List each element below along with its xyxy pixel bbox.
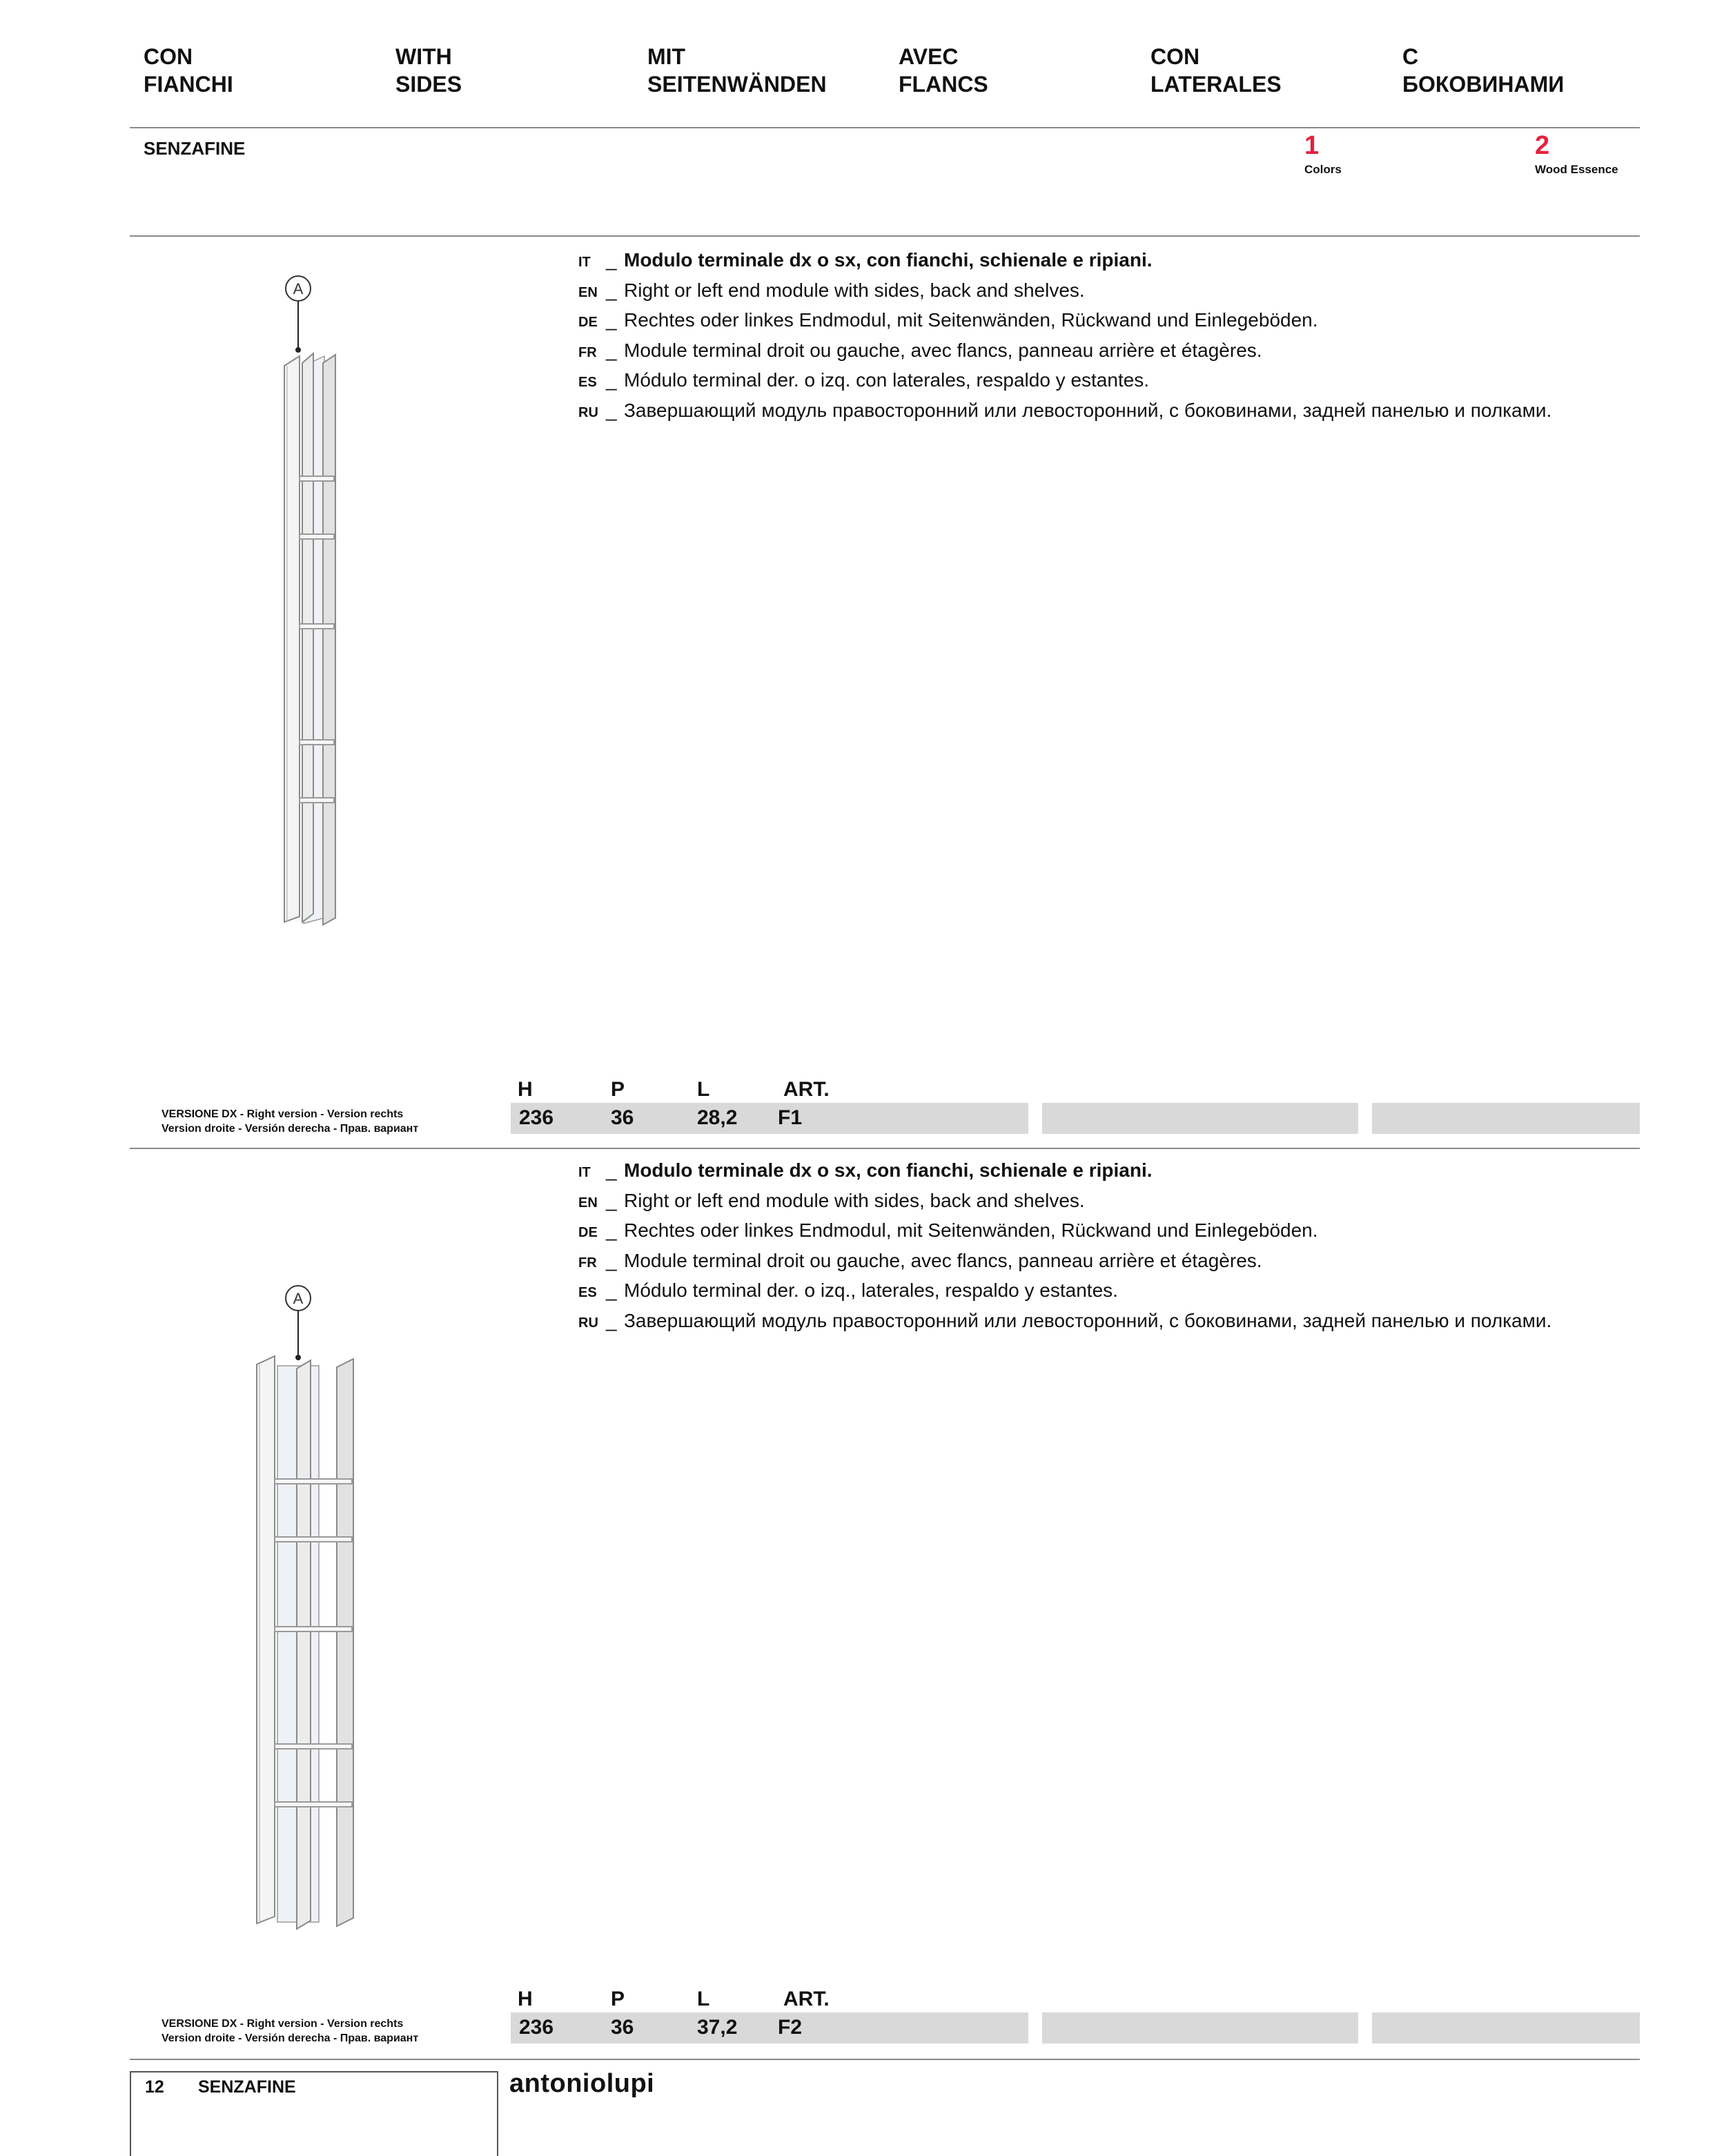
value-l: 37,2 — [697, 2016, 738, 2039]
page-number: 12 — [145, 2077, 164, 2097]
lang-code: DE — [578, 1225, 598, 1240]
marker-a-label: A — [293, 280, 304, 297]
description-text: Завершающий модуль правосторонний или левосторонний, с боковинами, задней панелью и полками. — [624, 399, 1552, 421]
collection-name: SENZAFINE — [144, 138, 246, 159]
description-row-ru: RU _ Завершающий модуль правосторонний или левосторонний, с боковинами, задней панелью и полками. — [578, 397, 1551, 427]
lang-code: RU — [578, 404, 598, 420]
option-wood-label: Wood Essence — [1535, 163, 1618, 176]
description-row-en: EN _ Right or left end module with sides, back and shelves. — [578, 1187, 1551, 1217]
description-row-de: DE _ Rechtes oder linkes Endmodul, mit Seitenwänden, Rückwand und Einlegeböden. — [578, 1217, 1551, 1247]
value-bar-empty — [1042, 1103, 1358, 1134]
description-text: Завершающий модуль правосторонний или левосторонний, с боковинами, задней панелью и полками. — [624, 1309, 1552, 1331]
column-art: ART. — [783, 1078, 830, 1101]
description-text: Rechtes oder linkes Endmodul, mit Seitenwänden, Rückwand und Einlegeböden. — [624, 1219, 1318, 1241]
column-l: L — [697, 1078, 710, 1101]
description-row-es: ES _ Módulo terminal der. o izq. con laterales, respaldo y estantes. — [578, 366, 1551, 397]
version-line-2: Version droite - Versión derecha - Прав. вариант — [161, 1123, 419, 1135]
header-title-es: CON LATERALES — [1150, 44, 1282, 97]
description-row-it: IT _ Modulo terminale dx o sx, con fianchi, schienale e ripiani. — [578, 1157, 1551, 1187]
value-l: 28,2 — [697, 1106, 738, 1129]
lang-code: RU — [578, 1315, 598, 1331]
version-line-2: Version droite - Versión derecha - Прав. вариант — [161, 2032, 419, 2044]
module-1-drawing — [262, 269, 386, 932]
description-row-fr: FR _ Module terminal droit ou gauche, avec flancs, panneau arrière et étagères. — [578, 1247, 1551, 1277]
description-text: Modulo terminale dx o sx, con fianchi, schienale e ripiani. — [624, 1159, 1153, 1181]
column-art: ART. — [783, 1988, 830, 2010]
column-p: P — [611, 1078, 625, 1101]
description-text: Right or left end module with sides, back and shelves. — [624, 1189, 1085, 1211]
value-bar — [511, 2012, 1028, 2044]
header-title-ru: С БОКОВИНАМИ — [1402, 44, 1565, 97]
lang-code: EN — [578, 1195, 598, 1211]
section-divider-middle — [130, 1148, 1640, 1149]
value-p: 36 — [611, 2016, 634, 2039]
description-row-fr: FR _ Module terminal droit ou gauche, avec flancs, panneau arrière et étagères. — [578, 337, 1551, 367]
version-line-1: VERSIONE DX - Right version - Version rechts — [161, 1108, 404, 1120]
description-text: Módulo terminal der. o izq. con laterales, respaldo y estantes. — [624, 369, 1150, 391]
section-divider-top — [130, 235, 1640, 237]
module-2-descriptions — [578, 1157, 1551, 1337]
description-text: Rechtes oder linkes Endmodul, mit Seitenwänden, Rückwand und Einlegeböden. — [624, 309, 1318, 331]
description-text: Module terminal droit ou gauche, avec flancs, panneau arrière et étagères. — [624, 1249, 1262, 1271]
description-row-en: EN _ Right or left end module with sides, back and shelves. — [578, 277, 1551, 307]
section-divider-bottom — [130, 2059, 1640, 2060]
description-text: Module terminal droit ou gauche, avec flancs, panneau arrière et étagères. — [624, 339, 1262, 361]
marker-a-label: A — [293, 1290, 304, 1307]
lang-code: IT — [578, 255, 591, 270]
description-row-ru: RU _ Завершающий модуль правосторонний или левосторонний, с боковинами, задней панелью и полками. — [578, 1307, 1551, 1337]
value-p: 36 — [611, 1106, 634, 1129]
description-text: Right or left end module with sides, back and shelves. — [624, 279, 1085, 301]
description-row-it: IT _ Modulo terminale dx o sx, con fianchi, schienale e ripiani. — [578, 246, 1551, 277]
value-h: 236 — [519, 1106, 554, 1129]
column-p: P — [611, 1988, 625, 2010]
lang-code: IT — [578, 1165, 591, 1180]
column-h: H — [518, 1988, 533, 2010]
value-art: F1 — [778, 1106, 803, 1129]
lang-code: FR — [578, 1255, 597, 1271]
value-bar-empty — [1372, 2012, 1640, 2044]
description-row-es: ES _ Módulo terminal der. o izq., laterales, respaldo y estantes. — [578, 1277, 1551, 1307]
lang-code: EN — [578, 284, 598, 300]
header-title-fr: AVEC FLANCS — [899, 44, 988, 97]
description-text: Modulo terminale dx o sx, con fianchi, schienale e ripiani. — [624, 249, 1153, 271]
lang-code: DE — [578, 315, 598, 330]
lang-code: ES — [578, 1285, 597, 1300]
option-wood-number: 2 — [1535, 131, 1550, 160]
description-row-de: DE _ Rechtes oder linkes Endmodul, mit Seitenwänden, Rückwand und Einlegeböden. — [578, 306, 1551, 337]
brand-logo: antoniolupi — [509, 2069, 655, 2098]
footer-collection: SENZAFINE — [198, 2077, 296, 2097]
footer-box — [130, 2071, 498, 2156]
value-bar — [511, 1103, 1028, 1134]
header-title-de: MIT SEITENWÄNDEN — [647, 44, 827, 97]
lang-code: ES — [578, 375, 597, 390]
value-art: F2 — [778, 2016, 803, 2039]
value-h: 236 — [519, 2016, 554, 2039]
lang-code: FR — [578, 344, 597, 360]
description-text: Módulo terminal der. o izq., laterales, respaldo y estantes. — [624, 1280, 1118, 1301]
column-l: L — [697, 1988, 710, 2010]
marker-a-icon — [286, 1286, 311, 1311]
header-divider — [130, 127, 1640, 128]
header-title-en: WITH SIDES — [395, 44, 462, 97]
column-h: H — [518, 1078, 533, 1101]
option-colors-number: 1 — [1304, 131, 1320, 160]
value-bar-empty — [1372, 1103, 1640, 1134]
header-title-it: CON FIANCHI — [144, 44, 233, 97]
value-bar-empty — [1042, 2012, 1358, 2044]
module-2-drawing — [242, 1280, 380, 1943]
marker-a-icon — [286, 276, 311, 301]
module-1-descriptions — [578, 246, 1551, 427]
version-line-1: VERSIONE DX - Right version - Version rechts — [161, 2018, 404, 2030]
option-colors-label: Colors — [1304, 163, 1342, 176]
